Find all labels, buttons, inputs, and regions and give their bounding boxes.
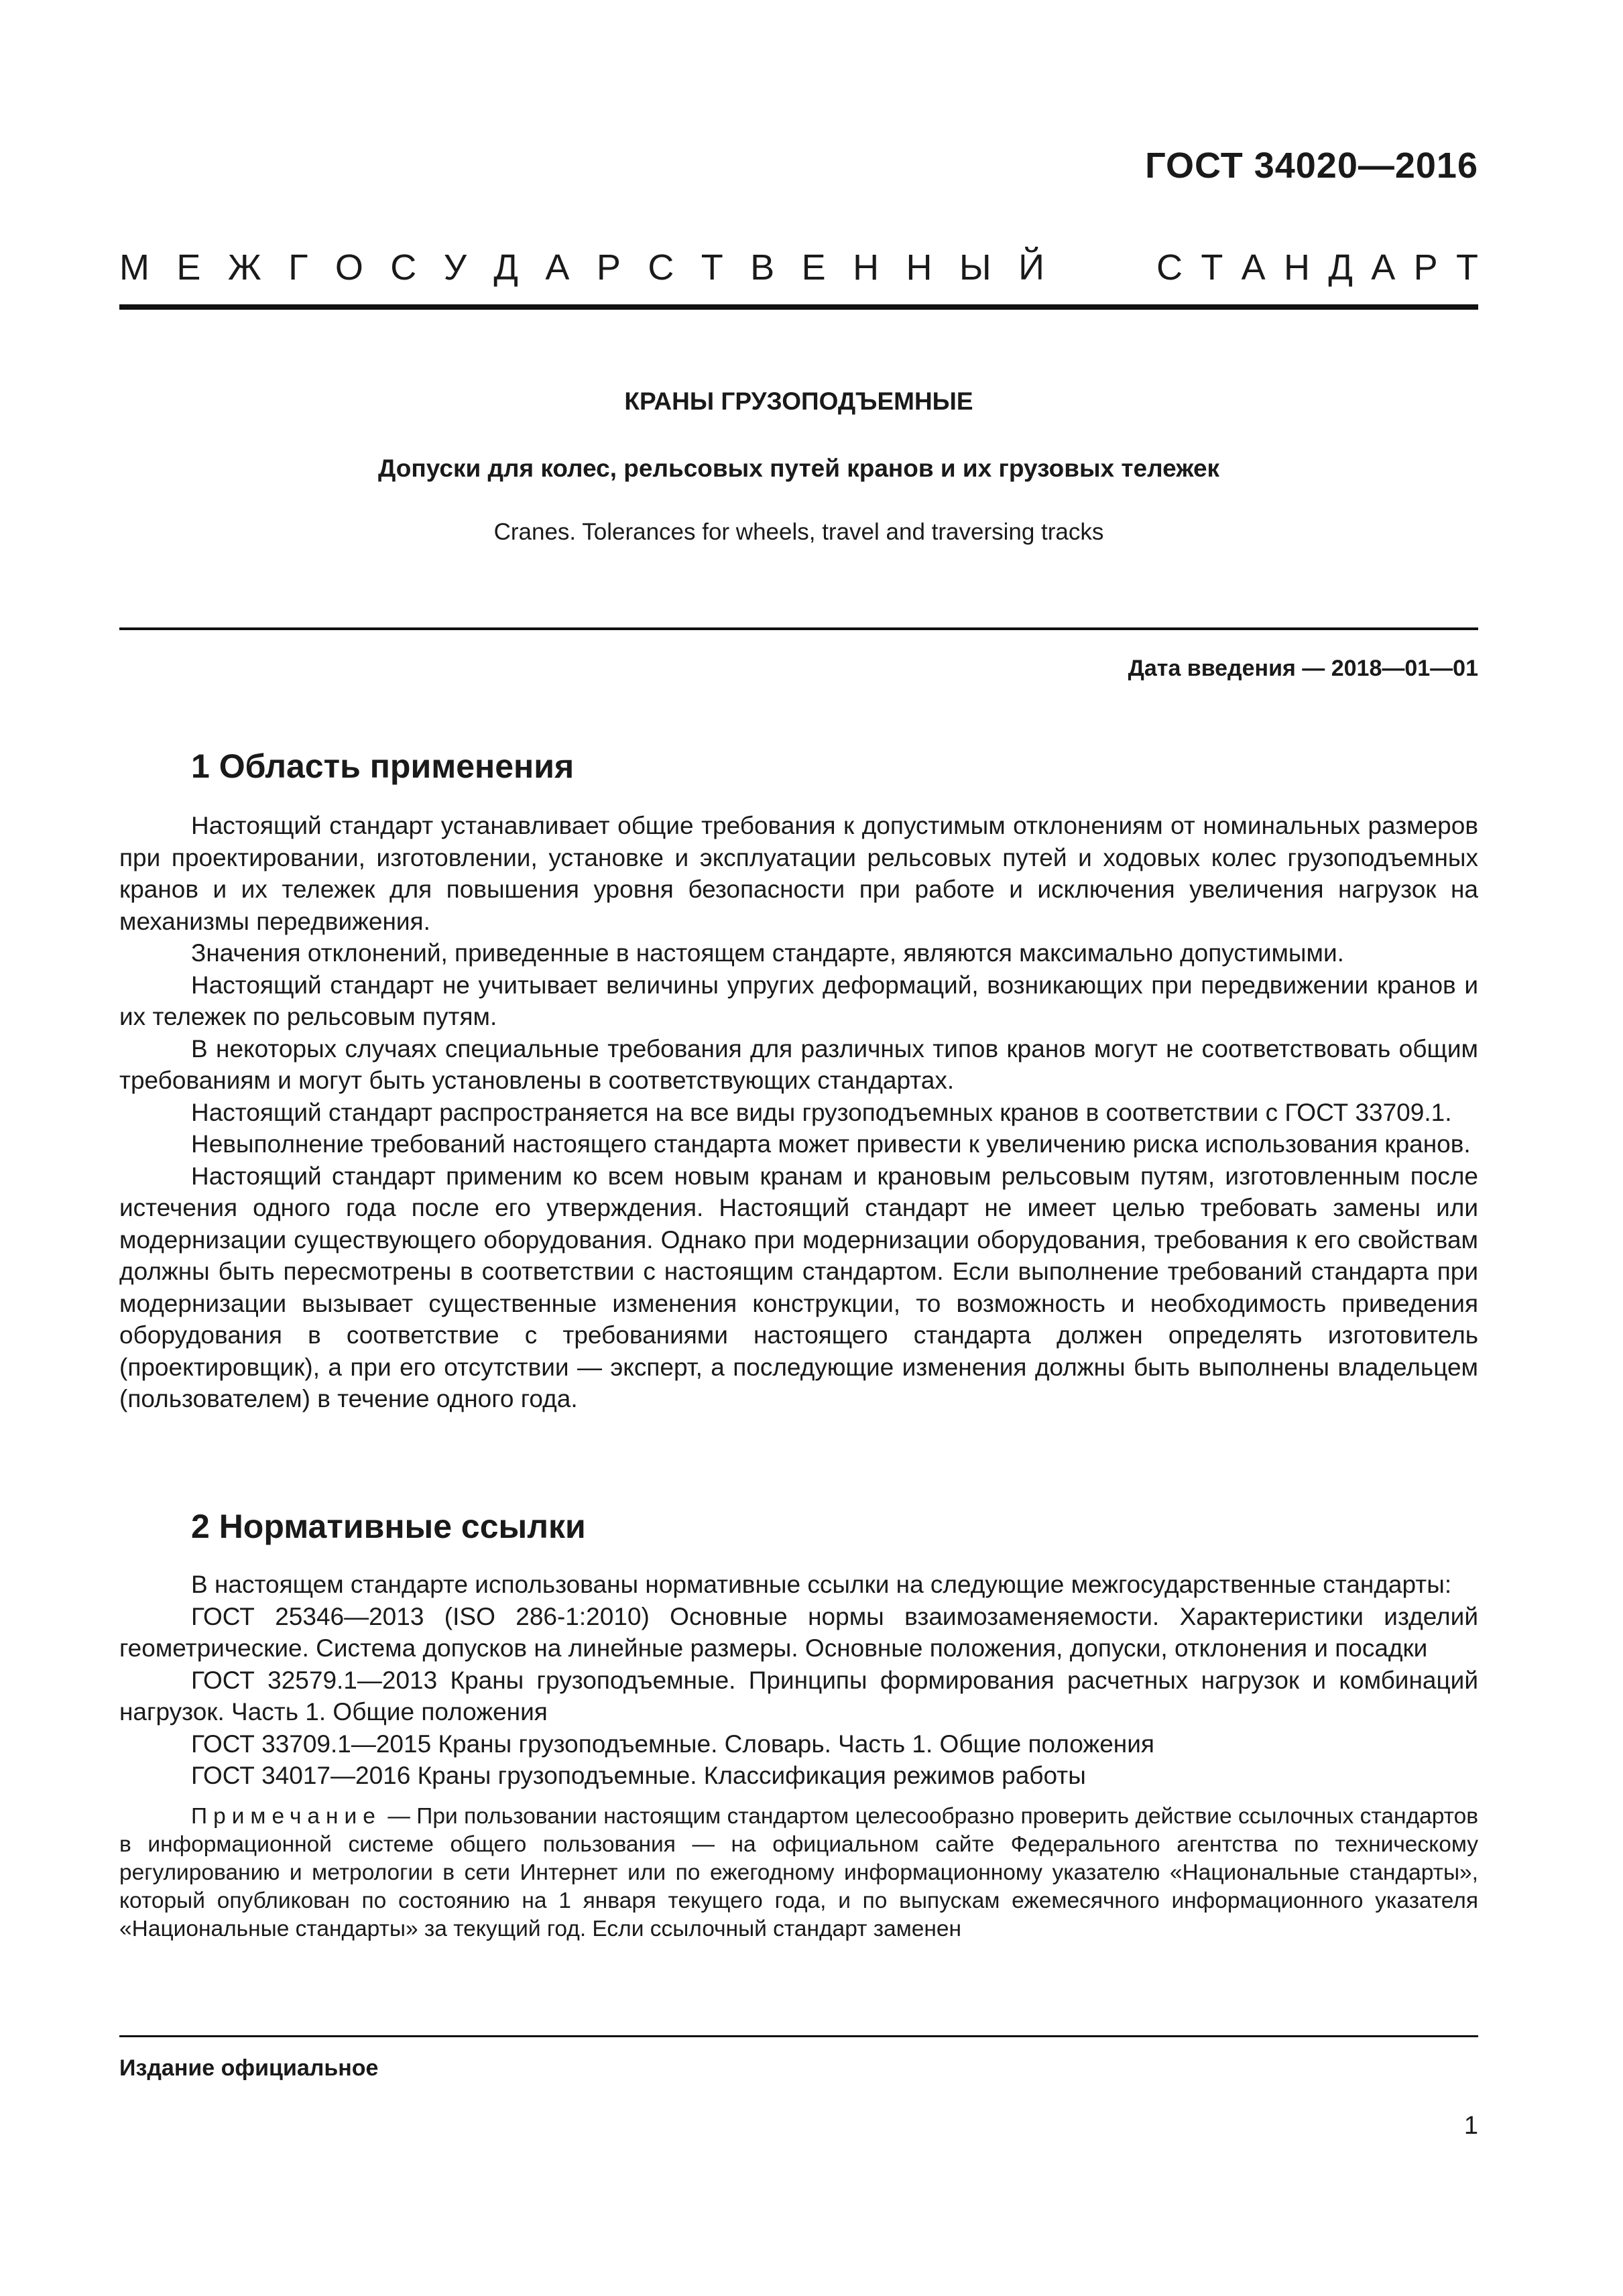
- section-heading: 2 Нормативные ссылки: [191, 1508, 586, 1545]
- paragraph: В настоящем стандарте использованы нормативные ссылки на следующие межгосударственные стандарты:: [191, 1571, 1452, 1598]
- document-page: [119, 0, 1478, 2296]
- note: [119, 1803, 1478, 1943]
- banner-letter: Е: [801, 247, 826, 288]
- banner-letter: Р: [1413, 247, 1438, 288]
- reference-item: ГОСТ 33709.1—2015 Краны грузоподъемные. Словарь. Часть 1. Общие положения: [191, 1730, 1154, 1758]
- banner-letter: Й: [1018, 247, 1044, 288]
- official-edition-label: Издание официальное: [119, 2055, 379, 2081]
- banner-word-standard: [1156, 249, 1478, 286]
- banner-letter: А: [1371, 247, 1396, 288]
- section-normative-references: [119, 1510, 1478, 1943]
- banner-letter: Е: [176, 247, 201, 288]
- paragraph: Настоящий стандарт применим ко всем новым кранам и крановым рельсовым путям, изготовленным после истечения одного года после его утверждения. Настоящий стандарт не имеет целью требовать замены или модернизации существующего оборудования. Однако при модернизации оборудования, требования к его свойствам должны быть пересмотрены в соответствии с настоящим стандартом. Если выполнение требований стандарта при модернизации вызывает существенные изменения конструкции, то возможность и необходимость приведения оборудования в соответствие с требованиями настоящего стандарта должен определять изготовитель (проектировщик), а при его отсутствии — эксперт, а последующие изменения должны быть выполнены владельцем (пользователем) в течение одного года.: [119, 1162, 1478, 1412]
- banner-letter: Д: [493, 247, 518, 288]
- banner-letter: У: [443, 247, 467, 288]
- banner-letter: С: [390, 247, 417, 288]
- banner-letter: А: [1241, 247, 1266, 288]
- document-title: КРАНЫ ГРУЗОПОДЪЕМНЫЕ: [624, 387, 973, 415]
- interstate-standard-banner: [119, 249, 1478, 286]
- title-divider: [119, 627, 1478, 630]
- page-number: 1: [1463, 2112, 1478, 2140]
- banner-letter: Н: [853, 247, 880, 288]
- banner-letter: Ы: [959, 247, 991, 288]
- banner-letter: Н: [906, 247, 933, 288]
- document-subtitle: Допуски для колес, рельсовых путей кранов и их грузовых тележек: [377, 455, 1220, 482]
- gost-code: ГОСТ 34020—2016: [1145, 145, 1478, 186]
- banner-letter: Р: [596, 247, 621, 288]
- banner-letter: Д: [1328, 247, 1353, 288]
- banner-letter: В: [750, 247, 775, 288]
- banner-word-interstate: [119, 249, 1044, 286]
- paragraph: Настоящий стандарт не учитывает величины упругих деформаций, возникающих при передвижении кранов и их тележек по рельсовым путям.: [119, 971, 1478, 1030]
- reference-item: ГОСТ 34017—2016 Краны грузоподъемные. Классификация режимов работы: [191, 1762, 1086, 1789]
- reference-item: ГОСТ 32579.1—2013 Краны грузоподъемные. Принципы формирования расчетных нагрузок и комбинаций нагрузок. Часть 1. Общие положения: [119, 1666, 1478, 1726]
- banner-letter: Н: [1284, 247, 1311, 288]
- section-scope: [119, 749, 1478, 1415]
- banner-letter: Ж: [227, 247, 261, 288]
- banner-letter: С: [648, 247, 674, 288]
- paragraph: В некоторых случаях специальные требования для различных типов кранов могут не соответствовать общим требованиям и могут быть установлены в соответствующих стандартах.: [119, 1034, 1478, 1094]
- header-divider: [119, 304, 1478, 310]
- banner-letter: М: [119, 247, 149, 288]
- reference-item: ГОСТ 25346—2013 (ISO 286-1:2010) Основные нормы взаимозаменяемости. Характеристики изделий геометрические. Система допусков на линейные размеры. Основные положения, допуски, отклонения и посадки: [119, 1602, 1478, 1662]
- note-label: Примечание: [191, 1803, 381, 1829]
- paragraph: Значения отклонений, приведенные в настоящем стандарте, являются максимально допустимыми.: [191, 939, 1344, 967]
- footer-divider: [119, 2035, 1478, 2037]
- banner-letter: Г: [288, 247, 308, 288]
- paragraph: Настоящий стандарт устанавливает общие требования к допустимым отклонениям от номинальных размеров при проектировании, изготовлении, установке и эксплуатации рельсовых путей и ходовых колес грузоподъемных кранов и их тележек для повышения уровня безопасности при работе и исключения увеличения нагрузок на механизмы передвижения.: [119, 812, 1478, 935]
- banner-letter: Т: [1455, 247, 1478, 288]
- banner-letter: Т: [1201, 247, 1223, 288]
- banner-letter: С: [1156, 247, 1183, 288]
- paragraph: Невыполнение требований настоящего стандарта может привести к увеличению риска использования кранов.: [191, 1130, 1471, 1158]
- banner-letter: А: [545, 247, 570, 288]
- banner-letter: Т: [701, 247, 723, 288]
- paragraph: Настоящий стандарт распространяется на все виды грузоподъемных кранов в соответствии с ГОСТ 33709.1.: [191, 1098, 1452, 1126]
- document-title-english: Cranes. Tolerances for wheels, travel and traversing tracks: [493, 519, 1104, 545]
- banner-letter: О: [335, 247, 363, 288]
- section-heading: 1 Область применения: [191, 747, 575, 785]
- note-text: — При пользовании настоящим стандартом целесообразно проверить действие ссылочных стандартов в информационной системе общего пользования — на официальном сайте Федерального агентства по техническому регулированию и метрологии в сети Интернет или по ежегодному информационному указателю «Национальные стандарты», который опубликован по состоянию на 1 января текущего года, и по выпускам ежемесячного информационного указателя «Национальные стандарты» за текущий год. Если ссылочный стандарт заменен: [119, 1803, 1478, 1941]
- introduction-date: Дата введения — 2018—01—01: [1128, 656, 1478, 681]
